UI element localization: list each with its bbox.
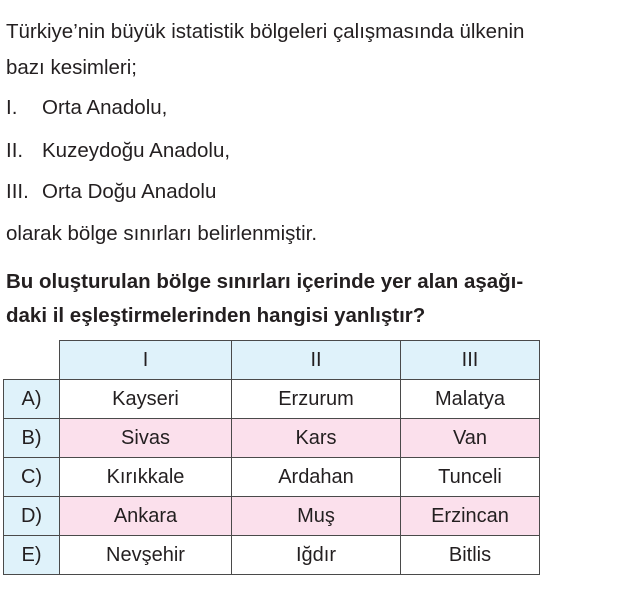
question-line-2: daki il eşleştirmelerinden hangisi yanlıştır? — [6, 304, 426, 327]
row-d-col-2: Muş — [232, 497, 401, 536]
item-1-text: Orta Anadolu, — [42, 96, 168, 119]
row-e-col-2: Iğdır — [232, 536, 401, 575]
row-c-col-3: Tunceli — [401, 458, 540, 497]
item-3 — [6, 180, 216, 204]
question-line-1: Bu oluşturulan bölge sınırları içerinde yer alan aşağı- — [6, 270, 524, 293]
column-header-2: II — [232, 341, 401, 380]
row-a-col-1: Kayseri — [60, 380, 232, 419]
item-2-text: Kuzeydoğu Anadolu, — [42, 139, 231, 162]
row-a-col-2: Erzurum — [232, 380, 401, 419]
item-3-number: III. — [6, 180, 29, 203]
intro-line-2: bazı kesimleri; — [6, 56, 138, 79]
intro-line-1: Türkiye’nin büyük istatistik bölgeleri çalışmasında ülkenin — [6, 20, 525, 43]
row-d-col-1: Ankara — [60, 497, 232, 536]
table-header-row — [4, 341, 540, 380]
answer-table — [3, 340, 540, 575]
row-b-col-3: Van — [401, 419, 540, 458]
row-c-col-2: Ardahan — [232, 458, 401, 497]
row-a-col-3: Malatya — [401, 380, 540, 419]
row-e-col-3: Bitlis — [401, 536, 540, 575]
row-d-col-3: Erzincan — [401, 497, 540, 536]
item-2-number: II. — [6, 139, 24, 162]
option-label-d[interactable]: D) — [4, 497, 60, 536]
row-b-col-2: Kars — [232, 419, 401, 458]
answer-row-a[interactable] — [4, 380, 540, 419]
table-corner — [4, 341, 60, 380]
option-label-a[interactable]: A) — [4, 380, 60, 419]
conclusion-text: olarak bölge sınırları belirlenmiştir. — [6, 222, 318, 245]
row-e-col-1: Nevşehir — [60, 536, 232, 575]
option-label-c[interactable]: C) — [4, 458, 60, 497]
option-label-e[interactable]: E) — [4, 536, 60, 575]
row-b-col-1: Sivas — [60, 419, 232, 458]
item-2 — [6, 139, 230, 163]
column-header-1: I — [60, 341, 232, 380]
item-1 — [6, 96, 167, 120]
option-label-b[interactable]: B) — [4, 419, 60, 458]
item-3-text: Orta Doğu Anadolu — [42, 180, 217, 203]
answer-row-b[interactable] — [4, 419, 540, 458]
answer-row-c[interactable] — [4, 458, 540, 497]
answer-row-e[interactable] — [4, 536, 540, 575]
column-header-3: III — [401, 341, 540, 380]
row-c-col-1: Kırıkkale — [60, 458, 232, 497]
item-1-number: I. — [6, 96, 18, 119]
answer-row-d[interactable] — [4, 497, 540, 536]
